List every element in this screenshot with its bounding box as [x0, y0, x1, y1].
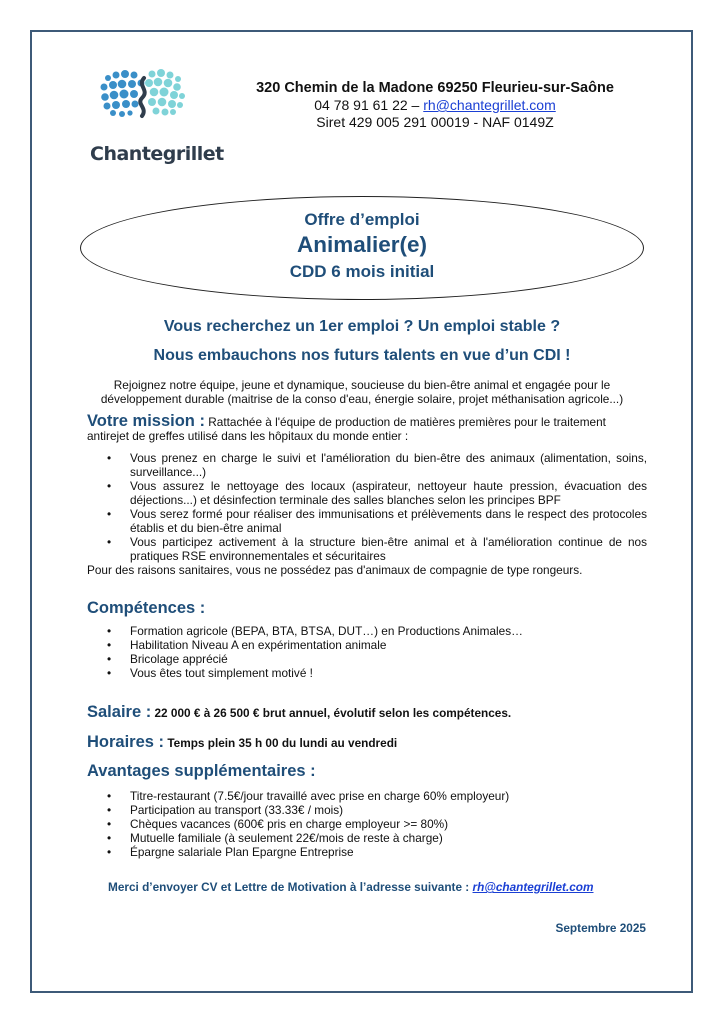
salary-section [87, 705, 647, 720]
list-item: • Vous êtes tout simplement motivé ! [87, 666, 647, 680]
contact-header [230, 80, 640, 131]
salary-text: 22 000 € à 26 500 € brut annuel, évolutif selon les compétences. [154, 706, 512, 720]
hours-title: Horaires : [87, 733, 165, 751]
mission-title: Votre mission : [87, 412, 205, 430]
list-item: • Épargne salariale Plan Epargne Entreprise [87, 845, 647, 859]
benefits-title: Avantages supplémentaires : [87, 762, 316, 780]
salary-title: Salaire : [87, 703, 152, 721]
siret-line: Siret 429 005 291 00019 - NAF 0149Z [316, 114, 554, 130]
benefits-list [87, 789, 647, 859]
competences-list [87, 624, 647, 680]
job-title: Animalier(e) [296, 232, 428, 257]
list-item: • Vous assurez le nettoyage des locaux (aspirateur, nettoyeur haute pression, évacuation des déjections...) et désinfection terminale des salles blanches selon les principes BPF [87, 479, 647, 507]
list-item: • Mutuelle familiale (à seulement 22€/mois de reste à charge) [87, 831, 647, 845]
list-item: • Vous participez activement à la structure bien-être animal et à l'amélioration continue de nos pratiques RSE environnementales et sécuritaires [87, 535, 647, 563]
hours-text: Temps plein 35 h 00 du lundi au vendredi [167, 736, 398, 750]
benefits-section [87, 764, 647, 859]
intro-paragraph: Rejoignez notre équipe, jeune et dynamique, soucieuse du bien-être animal et engagée pour le développement durable (maitrise de la conso d'eau, énergie solaire, projet méthanisation agricole...) [100, 378, 624, 406]
headline-hiring: Nous embauchons nos futurs talents en vue d’un CDI ! [153, 347, 571, 364]
offer-label: Offre d’emploi [304, 210, 420, 229]
headline-question: Vous recherchez un 1er emploi ? Un emploi stable ? [163, 318, 561, 335]
logo-wordmark: Chantegrillet [90, 143, 224, 165]
list-item: • Vous prenez en charge le suivi et l'amélioration du bien-être des animaux (alimentation, soins, surveillance...) [87, 451, 647, 479]
mission-section [87, 414, 647, 577]
list-item: • Titre-restaurant (7.5€/jour travaillé avec prise en charge 60% employeur) [87, 789, 647, 803]
email-link[interactable]: rh@chantegrillet.com [423, 97, 556, 113]
list-item: • Participation au transport (33.33€ / mois) [87, 803, 647, 817]
competences-section [87, 601, 647, 680]
application-email-link[interactable]: rh@chantegrillet.com [472, 880, 594, 894]
mission-list [87, 451, 647, 563]
mission-text: Rattachée à l'équipe de production de matières premières pour le traitement antirejet de greffes utilisé dans les hôpitaux du monde entier : [87, 415, 606, 443]
company-address: 320 Chemin de la Madone 69250 Fleurieu-sur-Saône [256, 80, 614, 96]
publication-date: Septembre 2025 [555, 921, 646, 935]
hours-section [87, 735, 647, 750]
list-item: • Formation agricole (BEPA, BTA, BTSA, DUT…) en Productions Animales… [87, 624, 647, 638]
phone-email-line [230, 97, 640, 114]
list-item: • Chèques vacances (600€ pris en charge employeur >= 80%) [87, 817, 647, 831]
list-item: • Habilitation Niveau A en expérimentation animale [87, 638, 647, 652]
application-instruction [108, 880, 648, 894]
list-item: • Bricolage apprécié [87, 652, 647, 666]
contract-type: CDD 6 mois initial [289, 262, 435, 281]
competences-title: Compétences : [87, 599, 206, 617]
application-text: Merci d’envoyer CV et Lettre de Motivation à l’adresse suivante : [108, 880, 470, 894]
mission-note: Pour des raisons sanitaires, vous ne possédez pas d'animaux de compagnie de type rongeurs. [87, 563, 583, 577]
list-item: • Vous serez formé pour réaliser des immunisations et prélèvements dans le respect des protocoles établis et du bien-être animal [87, 507, 647, 535]
phone-number: 04 78 91 61 22 – [314, 97, 420, 113]
